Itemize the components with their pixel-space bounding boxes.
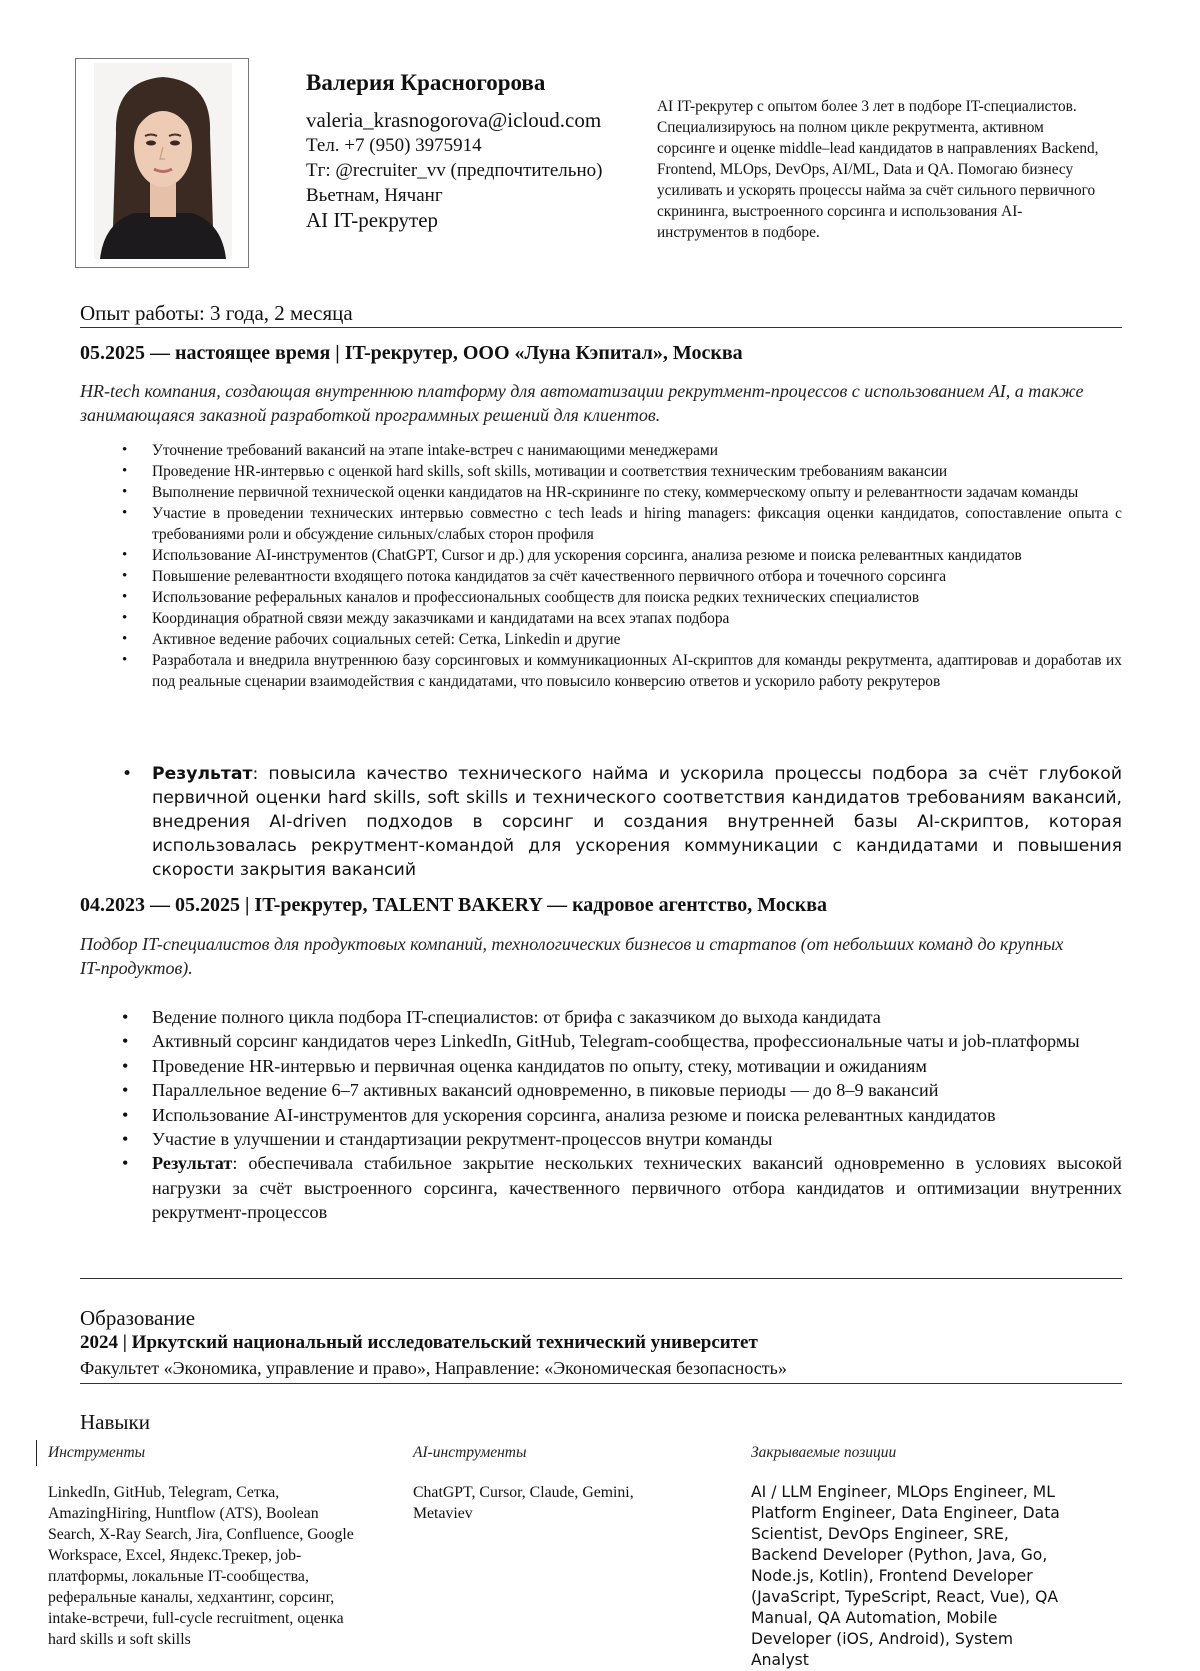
- company-description: Подбор IT-специалистов для продуктовых компаний, технологических бизнесов и стартапов (от небольших команд до крупных IT-продуктов).: [80, 934, 1064, 978]
- skills-tools-text: LinkedIn, GitHub, Telegram, Сетка, AmazingHiring, Huntflow (ATS), Boolean Search, X-Ray Search, Jira, Confluence, Google Workspace, Excel, Яндекс.Трекер, job-платформы, локальные IT-сообщества, реферальные каналы, хедхантинг, сорсинг, intake-встречи, full-cycle recruitment, оценка hard skills и soft skills: [48, 1484, 354, 1648]
- faculty: Факультет «Экономика, управление и право», Направление: «Экономическая безопасность»: [80, 1358, 787, 1378]
- skills-ai-heading: AI-инструменты: [413, 1444, 527, 1461]
- job-role: AI IT-рекрутер: [306, 208, 439, 232]
- skills-title: Навыки: [80, 1410, 150, 1434]
- list-item: • Разработала и внедрила внутреннюю базу сорсинговых и коммуникационных AI-скриптов для команды рекрутмента, адаптировав и доработав их под реальные сценарии взаимодействия с кандидатами, что повысило конверсию ответов и ускорило работу рекрутеров: [80, 650, 1122, 692]
- skills-positions-text: AI / LLM Engineer, MLOps Engineer, ML Platform Engineer, Data Engineer, Data Scientist, DevOps Engineer, SRE, Backend Developer (Python, Java, Go, Node.js, Kotlin), Frontend Developer (JavaScript, TypeScript, React, Vue), QA Manual, QA Automation, Mobile Developer (iOS, Android), System Analyst: [751, 1483, 1060, 1669]
- job-title: 05.2025 — настоящее время | IT-рекрутер, ООО «Луна Кэпитал», Москва: [80, 342, 743, 364]
- skills-positions-column: [751, 1444, 1063, 1671]
- skills-positions-heading: Закрываемые позиции: [751, 1444, 897, 1461]
- result-text: : повысила качество технического найма и ускорила процессы подбора за счёт глубокой первичной оценки hard skills, soft skills и технического соответствия кандидатов требованиям вакансий, внедрения AI-driven подходов в сорсинг и создания внутренней базы AI-скриптов, которая использовалась рекрутмент-командой для ускорения коммуникации с кандидатами и повышения скорости закрытия вакансий: [152, 764, 1122, 880]
- portrait-illustration: [94, 63, 232, 259]
- contact-block: [306, 108, 602, 233]
- phone-number: Тел. +7 (950) 3975914: [306, 135, 482, 156]
- list-item: • Координация обратной связи между заказчиками и кандидатами на всех этапах подбора: [80, 608, 1122, 629]
- skills-tools-heading: Инструменты: [48, 1444, 146, 1461]
- telegram-handle: Тг: @recruiter_vv (предпочтительно): [306, 160, 603, 181]
- text-cursor: [36, 1440, 37, 1466]
- list-item: • Использование реферальных каналов и профессиональных сообществ для поиска редких технических специалистов: [80, 587, 1122, 608]
- email-link[interactable]: valeria_krasnogorova@icloud.com: [306, 108, 602, 132]
- list-item: • Повышение релевантности входящего потока кандидатов за счёт качественного первичного отбора и точечного сорсинга: [80, 566, 1122, 587]
- profile-photo: [94, 63, 232, 259]
- list-item: • Ведение полного цикла подбора IT-специалистов: от брифа с заказчиком до выхода кандидата: [80, 1005, 1122, 1029]
- university: 2024 | Иркутский национальный исследовательский технический университет: [80, 1332, 758, 1353]
- job-result: [80, 762, 1122, 882]
- list-item: • Активный сорсинг кандидатов через LinkedIn, GitHub, Telegram-сообщества, профессиональные чаты и job-платформы: [80, 1029, 1122, 1053]
- experience-total: Опыт работы: 3 года, 2 месяца: [80, 301, 353, 325]
- divider: [80, 327, 1122, 328]
- result-label: Результат: [152, 1153, 233, 1174]
- list-item: • Проведение HR-интервью и первичная оценка кандидатов по опыту, стеку, мотивации и ожиданиям: [80, 1054, 1122, 1078]
- skills-ai-column: [413, 1444, 683, 1524]
- list-item: • Использование AI-инструментов для ускорения сорсинга, анализа резюме и поиска релевантных кандидатов: [80, 1103, 1122, 1127]
- job-result-list: [80, 762, 1122, 882]
- list-item: • Активное ведение рабочих социальных сетей: Сетка, Linkedin и другие: [80, 629, 1122, 650]
- result-text: : обеспечивала стабильное закрытие нескольких технических вакансий одновременно в условиях высокой нагрузки за счёт выстроенного сорсинга, качественного первичного отбора кандидатов и оптимизации внутренних рекрутмент-процессов: [152, 1153, 1122, 1223]
- list-item: • Использование AI-инструментов (ChatGPT, Cursor и др.) для ускорения сорсинга, анализа резюме и поиска релевантных кандидатов: [80, 545, 1122, 566]
- job-result: [80, 1151, 1122, 1224]
- education-title: Образование: [80, 1306, 196, 1330]
- list-item: • Участие в улучшении и стандартизации рекрутмент-процессов внутри команды: [80, 1127, 1122, 1151]
- divider: [80, 1383, 1122, 1384]
- location: Вьетнам, Нячанг: [306, 185, 443, 206]
- list-item: • Параллельное ведение 6–7 активных вакансий одновременно, в пиковые периоды — до 8–9 вакансий: [80, 1078, 1122, 1102]
- result-label: Результат: [152, 764, 253, 784]
- candidate-name: Валерия Красногорова: [306, 70, 546, 95]
- profile-summary: AI IT-рекрутер с опытом более 3 лет в подборе IT-специалистов. Специализируюсь на полном цикле рекрутмента, активном сорсинге и оценке middle–lead кандидатов в направлениях Backend, Frontend, MLOps, DevOps, AI/ML, Data и QA. Помогаю бизнесу усиливать и ускорять процессы найма за счёт сильного первичного скрининга, выстроенного сорсинга и использования AI-инструментов в подборе.: [657, 98, 1099, 241]
- skills-ai-text: ChatGPT, Cursor, Claude, Gemini, Metaviev: [413, 1484, 634, 1522]
- list-item: • Уточнение требований вакансий на этапе intake-встреч с нанимающими менеджерами: [80, 440, 1122, 461]
- job-responsibilities-list: [80, 1005, 1122, 1225]
- list-item: • Проведение HR-интервью с оценкой hard skills, soft skills, мотивации и соответствия техническим требованиям вакансии: [80, 461, 1122, 482]
- divider: [80, 1278, 1122, 1279]
- company-description: HR-tech компания, создающая внутреннюю платформу для автоматизации рекрутмент-процессов с использованием AI, а также занимающаяся заказной разработкой программных решений для клиентов.: [80, 381, 1084, 425]
- job-title: 04.2023 — 05.2025 | IT-рекрутер, TALENT BAKERY — кадровое агентство, Москва: [80, 894, 828, 916]
- job-responsibilities-list: [80, 440, 1122, 692]
- profile-photo-frame: [75, 58, 249, 268]
- skills-tools-column: [48, 1444, 368, 1650]
- list-item: • Выполнение первичной технической оценки кандидатов на HR-скрининге по стеку, коммерческому опыту и релевантности задачам команды: [80, 482, 1122, 503]
- list-item: • Участие в проведении технических интервью совместно с tech leads и hiring managers: фиксация оценки кандидатов, сопоставление опыта с требованиями роли и обсуждение сильных/слабых сторон профиля: [80, 503, 1122, 545]
